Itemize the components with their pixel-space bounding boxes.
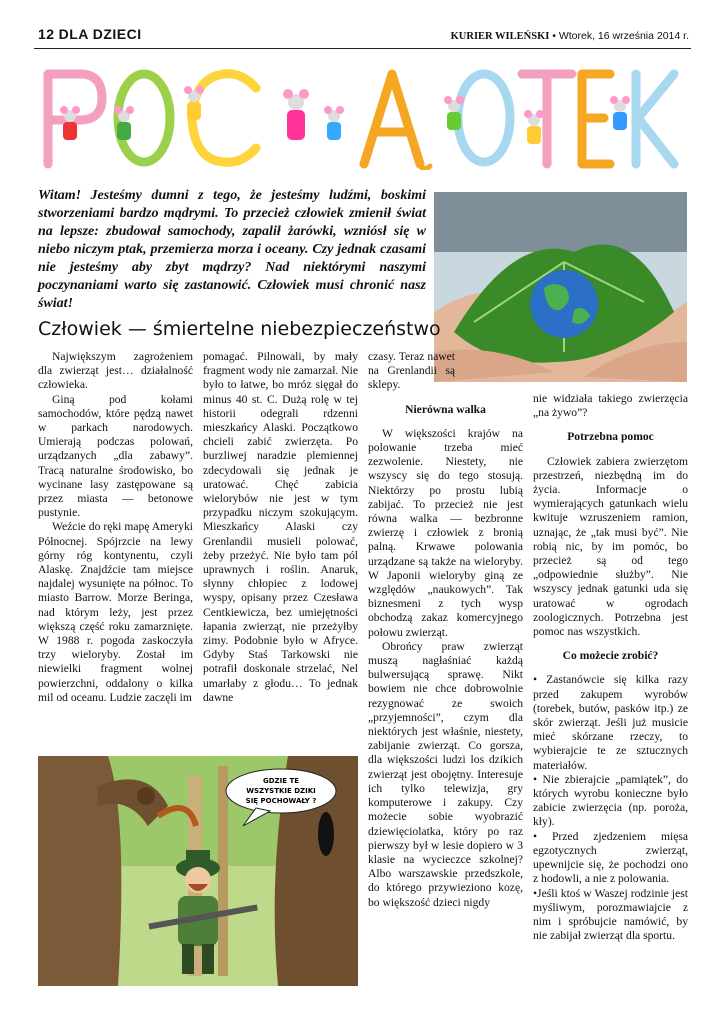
column-2 bbox=[203, 350, 358, 705]
paper-info bbox=[451, 30, 689, 42]
paragraph: Człowiek zabiera zwierzętom przestrzeń, niezbędną im do życia. Informacje o wymierających gatunkach wielu kwituje wzruszeniem ramion, uznając, że „tak musi być”. Nie robią nic, by im pomóc, bo przecież są od tego „odpowiednie służby”. Nie wszyscy jednak gatunki uda się uratować w ogrodach zoologicznych. Potrzebna jest pomoc nas wszystkich. bbox=[533, 454, 688, 639]
speech-line-3: SIĘ POCHOWAŁY ? bbox=[245, 797, 317, 805]
page-number: 12 bbox=[38, 26, 55, 42]
issue-date: • Wtorek, 16 września 2014 r. bbox=[552, 30, 689, 42]
header-rule bbox=[34, 48, 691, 49]
headline: Człowiek — śmiertelne niebezpieczeństwo bbox=[38, 318, 441, 340]
section-header bbox=[38, 26, 142, 42]
bullet: • Przed zjedzeniem mięsa egzotycznych zwierząt, upewnijcie się, że pochodzi ono z hodowli, a nie z polowania. bbox=[533, 829, 688, 886]
section-title: DLA DZIECI bbox=[58, 26, 142, 42]
paragraph: czasy. Teraz nawet na Grenlandii są sklepy. bbox=[368, 350, 455, 392]
paragraph: Obrońcy praw zwierząt muszą nagłaśniać każdą bulwersującą sprawę. Nikt bowiem nie chce dobrowolnie rezygnować ze swoich „przyjemności”, czym dla niektórych jest właśnie, niestety, zabijanie zwierząt. Co gorsza, dla większości ludzi los dzikich zwierząt jest obojętny. Interesuje ich tylko telewizja, gry komputerowe i zakupy. Czy możecie sobie wyobrazić dziewięciolatka, który po raz pierwszy był w lesie dopiero w 3 klasie na wycieczce szkolnej? Albo warszawskie przedszkole, do którego przywieziono kozę, bo większość dzieci nigdy bbox=[368, 639, 523, 909]
hunter-cartoon bbox=[38, 756, 358, 986]
paper-name: KURIER WILEŃSKI bbox=[450, 31, 550, 42]
paragraph: nie widziała takiego zwierzęcia „na żywo”? bbox=[533, 392, 688, 420]
speech-line-2: WSZYSTKIE DZIKI bbox=[246, 787, 316, 795]
paragraph: Weźcie do ręki mapę Ameryki Północnej. Spójrzcie na lewy górny róg kontynentu, czyli Alaskę. Znajdźcie tam miejsce najdalej wysunięte na północ. To miasto Barrow. Morze Beringa, nad którym leży, jest przez większą część roku zamarznięte. W 1988 r. pogoda zaskoczyła trzy wieloryby. Został im niewielki fragment wolnej powierzchni, oddalony o kilka mil od oceanu. Ludzie zaczęli im bbox=[38, 520, 193, 704]
column-4 bbox=[533, 392, 688, 943]
subheading: Nierówna walka bbox=[405, 402, 486, 416]
column-1 bbox=[38, 350, 193, 705]
paragraph: Giną pod kołami samochodów, które pędzą nawet w parkach narodowych. Umierają podczas polowań, urządzanych „dla zabawy”. Tracą naturalne środowisko, bo wycinane lasy zastępowane są przez miasta — betonowe pustynie. bbox=[38, 392, 193, 520]
bullet: • Nie zbierajcie „pamiątek”, do których wyrobu konieczne było zabicie zwierzęcia (np. poroża, kły). bbox=[533, 772, 688, 829]
column-3 bbox=[368, 350, 523, 910]
bullet: • Zastanówcie się kilka razy przed zakupem wyrobów (torebek, butów, pasków itp.) ze skór zwierząt. Jeśli już musicie mieć skórzane rzeczy, to wybierajcie te ze sztucznych materiałów. bbox=[533, 673, 688, 772]
subheading: Co możecie zrobić? bbox=[562, 649, 659, 663]
intro-text: Witam! Jesteśmy dumni z tego, że jesteśmy ludźmi, boskimi stworzeniami bardzo mądrymi. To przecież człowiek zmienił świat na lepsze: zbudował samochody, zapalił żarówki, wzniósł się w niebo niczym ptak, przemierza morza i oceany. Czy jednak czasami nie jesteśmy aby zbyt mądrzy? Nad niektórymi naszymi poczynaniami warto się zastanowić. Człowiek musi chronić nasz świat! bbox=[38, 188, 426, 311]
paragraph: Największym zagrożeniem dla zwierząt jest… działalność człowieka. bbox=[38, 350, 193, 392]
paragraph: pomagać. Pilnowali, by mały fragment wody nie zamarzał. Nie było to łatwe, bo mróz sięgał do minus 40 st. C. Dużą rolę w tej historii odegrali rdzenni mieszkańcy Alaski. Początkowo chcieli zabić zwierzęta. Po burzliwej naradzie plemiennej zdecydowali się jednak je uratować. Chęć zabicia wielorybów nie jest w tym przypadku niczym szokującym. Mieszkańcy Alaski czy Grenlandii musieli polować, żeby przeżyć. Nie było tam pól uprawnych i roślin. Anaruk, słynny chłopiec z lodowej wyspy, opisany przez Czesława Centkiewicza, bez umiejętności łapania zwierząt, nie przeżyłby zimy. Podobnie było w Afryce. Gdyby Staś Tarkowski nie potrafił doskonale strzelać, Nel umarłaby z głodu… To jednak dawne bbox=[203, 350, 358, 704]
subheading: Potrzebna pomoc bbox=[567, 430, 654, 444]
title-banner bbox=[34, 60, 692, 170]
speech-line-1: GDZIE TE bbox=[262, 777, 300, 785]
bullet: •Jeśli ktoś w Waszej rodzinie jest myśliwym, porozmawiajcie z nim i spróbujcie namówić, by nie zabijał zwierząt dla sportu. bbox=[533, 886, 688, 943]
paragraph: W większości krajów na polowanie trzeba mieć zezwolenie. Niestety, nie wszyscy się do tego stosują. Niektórzy po prostu lubią zabijać. To przecież nie jest równa walka — bezbronne zwierzę i człowiek z bronią palną. Krwawe polowania urządzane są także na wieloryby. W Japonii wieloryby giną ze względów „naukowych”. Tak biznesmeni z tych wysp obchodzą zakaz komercyjnego połowu zwierząt. bbox=[368, 426, 523, 639]
